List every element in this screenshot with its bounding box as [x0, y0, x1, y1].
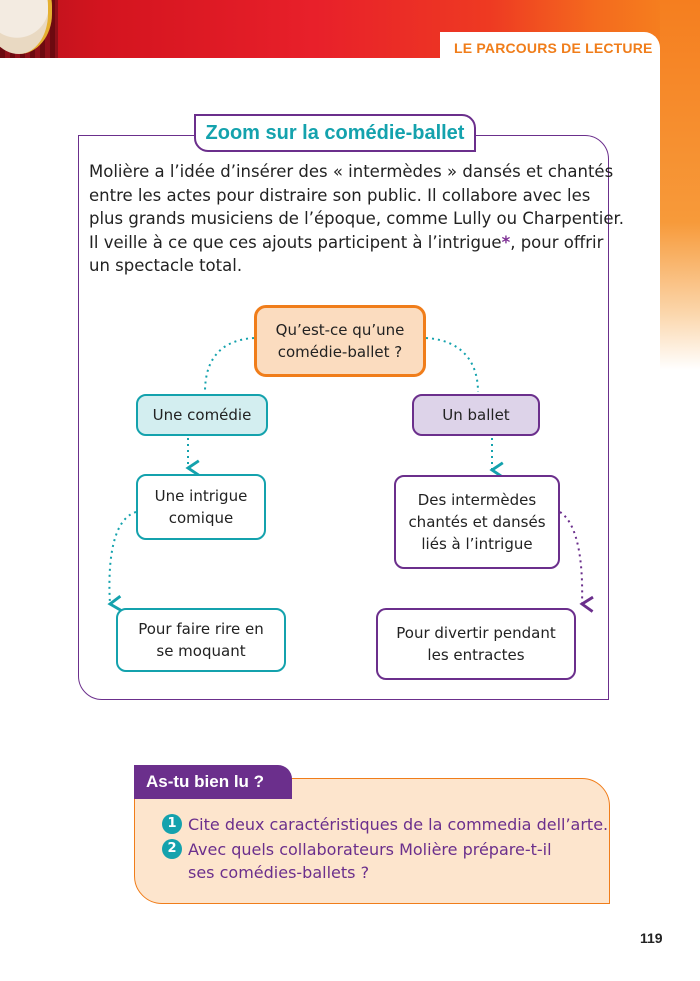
zoom-line: Molière a l’idée d’insérer des « intermèdes » dansés et chantés [89, 162, 614, 181]
node-text: chantés et dansés [408, 513, 546, 531]
node-text: se moquant [156, 642, 246, 660]
section-tab [440, 32, 660, 90]
glossary-asterisk[interactable]: * [501, 232, 511, 252]
node-text: Pour faire rire en [138, 620, 264, 638]
zoom-line [89, 231, 604, 255]
node-question [254, 305, 426, 377]
node-faire-rire [116, 608, 286, 672]
node-ballet [412, 394, 540, 436]
question-line: ses comédies-ballets ? [188, 863, 370, 882]
node-text: Des intermèdes [417, 491, 537, 509]
zoom-title: Zoom sur la comédie-ballet [194, 114, 476, 152]
node-comedie [136, 394, 268, 436]
question-number-badge: 1 [162, 814, 182, 834]
page-number: 119 [640, 930, 663, 946]
zoom-line-text: Il veille à ce que ces ajouts participent à l’intrigue [89, 232, 502, 252]
question-text: Cite deux caractéristiques de la commedia dell’arte. [188, 815, 609, 834]
question-line: Avec quels collaborateurs Molière prépare-t-il [188, 840, 552, 859]
zoom-paragraph [89, 160, 625, 278]
section-label: LE PARCOURS DE LECTURE [454, 40, 653, 56]
node-divertir [376, 608, 576, 680]
node-text: Pour divertir pendant [396, 624, 556, 642]
zoom-line-end: , pour offrir [510, 232, 604, 252]
node-text: Qu’est-ce qu’une [275, 321, 405, 339]
node-text: Un ballet [442, 406, 510, 424]
node-text: Une intrigue [154, 487, 248, 505]
node-text: Une comédie [152, 406, 252, 424]
node-text: les entractes [427, 646, 525, 664]
node-text: liés à l’intrigue [421, 535, 533, 553]
zoom-line: un spectacle total. [89, 256, 243, 275]
node-text: comique [168, 509, 234, 527]
zoom-line: plus grands musiciens de l’époque, comme Lully ou Charpentier. [89, 209, 625, 228]
node-text: comédie-ballet ? [277, 343, 403, 361]
node-intermedes [394, 475, 560, 569]
question-text [188, 838, 552, 884]
quiz-title: As-tu bien lu ? [134, 765, 292, 799]
orange-side-strip [660, 0, 700, 370]
zoom-line: entre les actes pour distraire son public. Il collabore avec les [89, 185, 591, 205]
node-intrigue [136, 474, 266, 540]
question-number-badge: 2 [162, 839, 182, 859]
